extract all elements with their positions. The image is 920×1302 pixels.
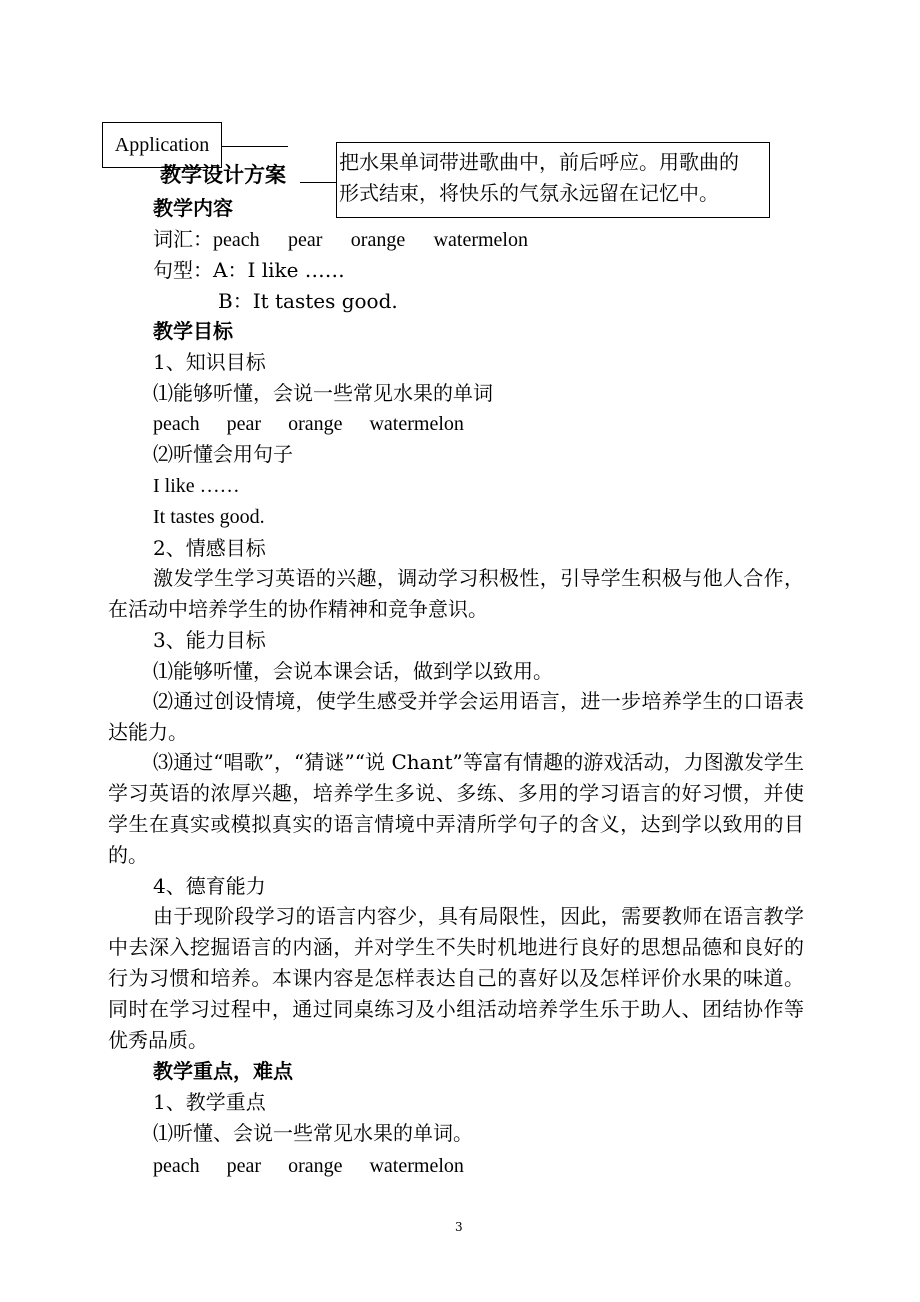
vocab-word: peach	[153, 1155, 200, 1177]
goal-2-paragraph: 激发学生学习英语的兴趣，调动学习积极性，引导学生积极与他人合作，在活动中培养学生的协作精神和竞争意识。	[108, 566, 804, 621]
key-1-item-1: ⑴听懂、会说一些常见水果的单词。	[153, 1121, 473, 1145]
connector-line-note	[300, 182, 336, 183]
annotation-note-box	[336, 142, 770, 218]
goal-3-item-3: ⑶通过“唱歌”，“猜谜”“说 Chant”等富有情趣的游戏活动，力图激发学生学习英语的浓厚兴趣，培养学生多说、多练、多用的学习语言的好习惯，并使学生在真实或模拟真实的语言情境中弄清所学句子的含义，达到学以致用的目的。	[108, 750, 804, 867]
goal-3-item-2: ⑵通过创设情境，使学生感受并学会运用语言，进一步培养学生的口语表达能力。	[108, 689, 804, 744]
note-line-1: 把水果单词带进歌曲中，前后呼应。用歌曲的	[339, 150, 739, 174]
page-number: 3	[455, 1220, 463, 1234]
connector-line-top	[222, 146, 288, 147]
goal-3-item-1: ⑴能够听懂，会说本课会话，做到学以致用。	[153, 659, 553, 683]
goal-4-paragraph: 由于现阶段学习的语言内容少，具有局限性，因此，需要教师在语言教学中去深入挖掘语言的内涵，并对学生不失时机地进行良好的思想品德和良好的行为习惯和培养。本课内容是怎样表达自己的喜好以及怎样评价水果的味道。同时在学习过程中，通过同桌练习及小组活动培养学生乐于助人、团结协作等优秀品质。	[108, 904, 804, 1052]
vocab-word: orange	[288, 1155, 343, 1177]
goal-2-heading: 2、情感目标	[153, 536, 266, 560]
vocab-word: orange	[350, 229, 406, 251]
vocab-word: pear	[226, 413, 262, 435]
vocab-word: peach	[153, 413, 200, 435]
application-label: Application	[114, 134, 210, 156]
goal-1-heading: 1、知识目标	[153, 350, 266, 374]
vocab-label: 词汇：	[153, 227, 213, 251]
sentence-pattern-a: 句型：A：I like ……	[153, 258, 345, 282]
sentence-pattern-b: B：It tastes good.	[218, 289, 398, 313]
goal-1-item-2: ⑵听懂会用句子	[153, 442, 293, 466]
vocab-line	[153, 224, 528, 255]
vocab-word: watermelon	[369, 1155, 464, 1177]
vocab-word: watermelon	[433, 229, 528, 251]
vocab-word: peach	[213, 229, 260, 251]
content-heading: 教学内容	[153, 196, 233, 220]
vocab-word: orange	[288, 413, 343, 435]
goal-1-sentence-2: It tastes good.	[153, 506, 265, 528]
goal-3-heading: 3、能力目标	[153, 628, 266, 652]
goal-1-item-1: ⑴能够听懂，会说一些常见水果的单词	[153, 381, 493, 405]
goal-1-sentence-1: I like ……	[153, 475, 240, 497]
note-line-2: 形式结束，将快乐的气氛永远留在记忆中。	[339, 181, 719, 205]
goals-heading: 教学目标	[153, 319, 233, 343]
vocab-word: watermelon	[369, 413, 464, 435]
vocab-word: pear	[288, 229, 323, 251]
key-1-words	[153, 1151, 464, 1181]
key-points-heading: 教学重点，难点	[153, 1059, 293, 1083]
goal-4-heading: 4、德育能力	[153, 874, 266, 898]
doc-title: 教学设计方案	[160, 162, 286, 187]
vocab-word: pear	[226, 1155, 262, 1177]
goal-1-words	[153, 409, 464, 439]
key-1-heading: 1、教学重点	[153, 1090, 266, 1114]
